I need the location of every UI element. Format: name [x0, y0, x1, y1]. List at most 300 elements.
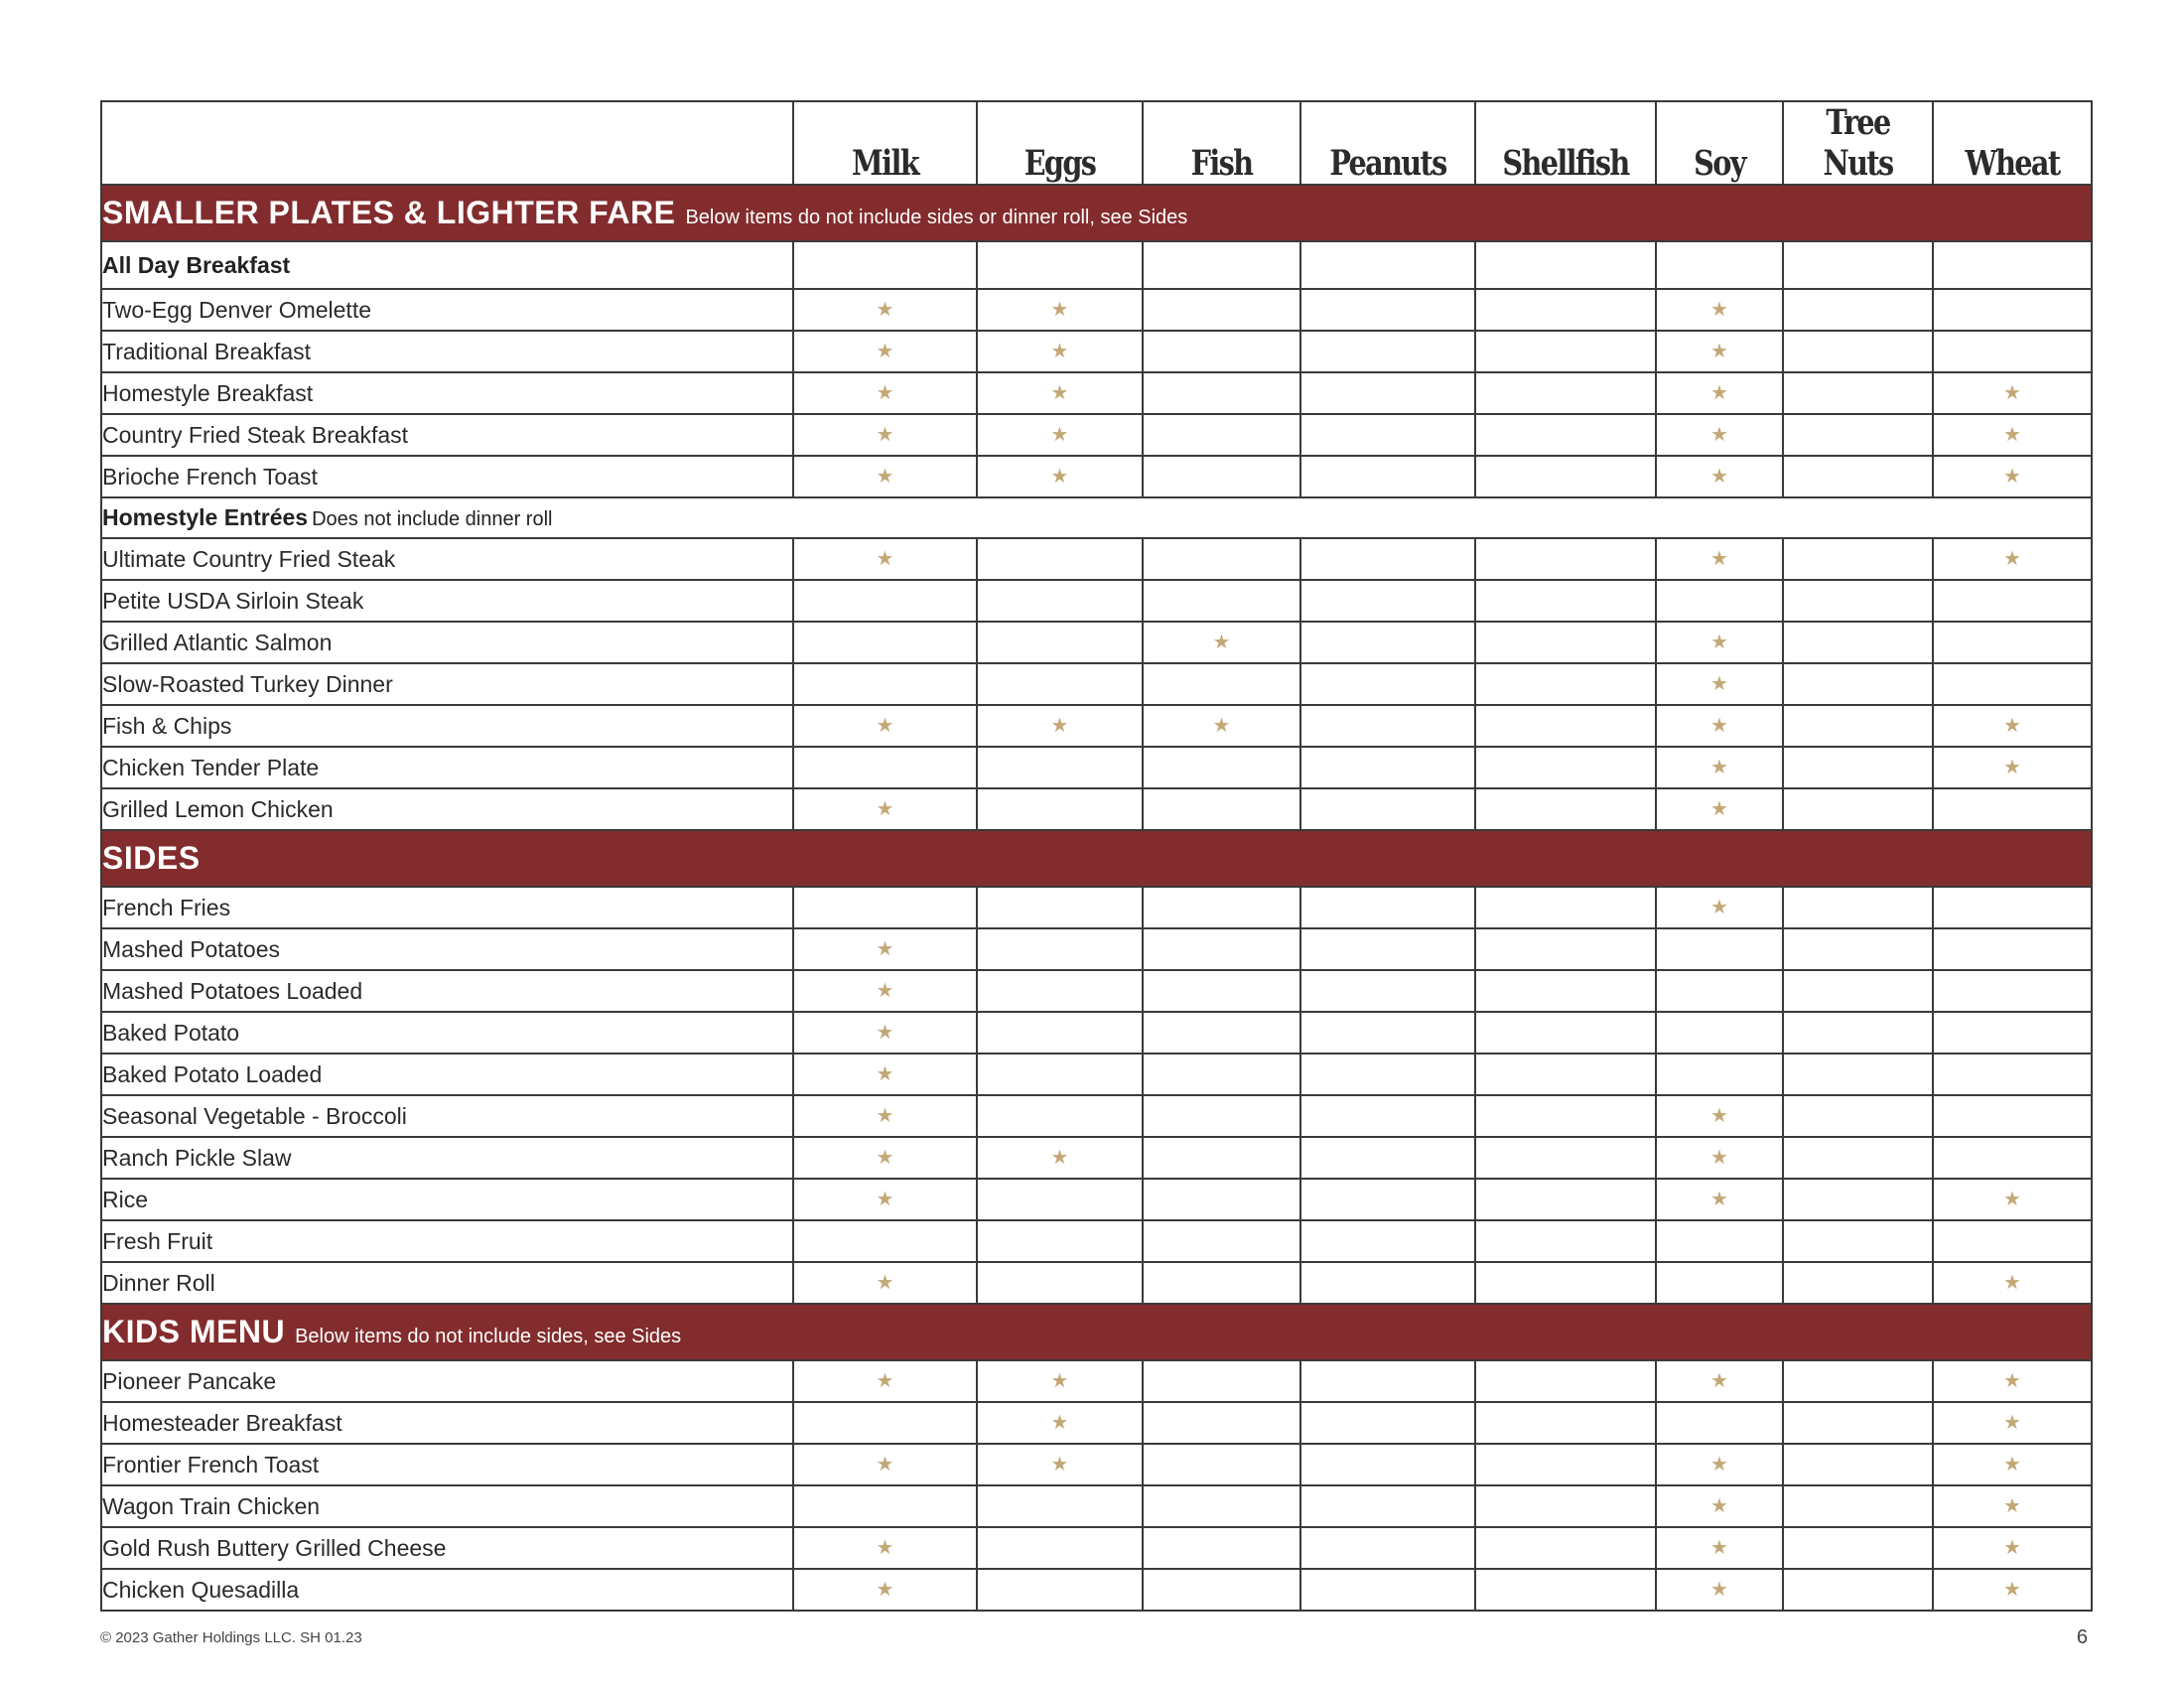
star-icon: ★	[1050, 1453, 1069, 1476]
menu-item-name: Mashed Potatoes Loaded	[101, 970, 793, 1012]
allergen-cell-wheat	[1933, 1262, 2092, 1304]
menu-item-name: Pioneer Pancake	[101, 1360, 793, 1402]
allergen-cell-wheat	[1933, 456, 2092, 497]
allergen-cell-soy	[1656, 372, 1783, 414]
allergen-cell-milk	[793, 1179, 977, 1220]
allergen-cell-soy	[1656, 414, 1783, 456]
allergen-cell-peanuts	[1300, 1527, 1475, 1569]
star-icon: ★	[2003, 381, 2021, 404]
allergen-cell-tree-nuts	[1783, 1137, 1933, 1179]
column-header-soy: Soy	[1668, 101, 1772, 185]
allergen-cell-shellfish	[1475, 705, 1656, 747]
allergen-cell-eggs	[977, 1485, 1143, 1527]
allergen-cell-milk	[793, 928, 977, 970]
allergen-cell-tree-nuts	[1783, 1527, 1933, 1569]
allergen-cell-peanuts	[1300, 1360, 1475, 1402]
allergen-cell-wheat	[1933, 1137, 2092, 1179]
allergen-cell-soy	[1656, 1012, 1783, 1054]
star-icon: ★	[1710, 797, 1728, 820]
menu-item-name: Country Fried Steak Breakfast	[101, 414, 793, 456]
allergen-cell-tree-nuts	[1783, 1220, 1933, 1262]
allergen-cell-soy	[1656, 331, 1783, 372]
allergen-cell-eggs	[977, 928, 1143, 970]
subsection-header-cell	[101, 497, 2092, 538]
star-icon: ★	[1710, 1578, 1728, 1601]
allergen-cell-shellfish	[1475, 580, 1656, 622]
allergen-cell-milk	[793, 1360, 977, 1402]
star-icon: ★	[2003, 1369, 2021, 1392]
allergen-cell-eggs	[977, 372, 1143, 414]
table-row	[101, 372, 2092, 414]
star-icon: ★	[1710, 1369, 1728, 1392]
section-title: SIDES	[102, 840, 201, 876]
table-row	[101, 1095, 2092, 1137]
allergen-cell-wheat	[1933, 580, 2092, 622]
allergen-cell-eggs	[977, 1527, 1143, 1569]
allergen-cell-tree-nuts	[1783, 1012, 1933, 1054]
allergen-cell-fish	[1143, 1095, 1300, 1137]
allergen-cell-shellfish	[1475, 1444, 1656, 1485]
star-icon: ★	[1710, 298, 1728, 321]
allergen-cell-eggs	[977, 1360, 1143, 1402]
allergen-cell-milk	[793, 970, 977, 1012]
allergen-cell-peanuts	[1300, 1569, 1475, 1611]
allergen-cell-milk	[793, 372, 977, 414]
allergen-cell-shellfish	[1475, 1012, 1656, 1054]
allergen-cell	[793, 241, 977, 289]
table-row	[101, 1402, 2092, 1444]
allergen-cell-wheat	[1933, 1179, 2092, 1220]
allergen-cell-tree-nuts	[1783, 289, 1933, 331]
star-icon: ★	[2003, 465, 2021, 488]
allergen-cell-soy	[1656, 1220, 1783, 1262]
allergen-cell	[1300, 241, 1475, 289]
allergen-cell	[1933, 241, 2092, 289]
menu-item-name: Slow-Roasted Turkey Dinner	[101, 663, 793, 705]
menu-item-name: Fresh Fruit	[101, 1220, 793, 1262]
table-body	[101, 185, 2092, 1611]
table-row	[101, 1444, 2092, 1485]
allergen-cell-fish	[1143, 970, 1300, 1012]
star-icon: ★	[876, 1453, 894, 1476]
allergen-cell-tree-nuts	[1783, 1402, 1933, 1444]
allergen-cell-peanuts	[1300, 928, 1475, 970]
allergen-cell-shellfish	[1475, 289, 1656, 331]
allergen-cell-peanuts	[1300, 414, 1475, 456]
star-icon: ★	[2003, 547, 2021, 570]
menu-item-name: French Fries	[101, 887, 793, 928]
allergen-cell-soy	[1656, 747, 1783, 788]
allergen-cell-milk	[793, 622, 977, 663]
allergen-cell-eggs	[977, 456, 1143, 497]
allergen-cell-peanuts	[1300, 580, 1475, 622]
table-row	[101, 1220, 2092, 1262]
allergen-cell-shellfish	[1475, 372, 1656, 414]
allergen-cell-fish	[1143, 747, 1300, 788]
allergen-cell-fish	[1143, 331, 1300, 372]
column-header-milk: Milk	[810, 101, 961, 185]
allergen-cell-eggs	[977, 1137, 1143, 1179]
footer-copyright: © 2023 Gather Holdings LLC. SH 01.23	[100, 1629, 362, 1646]
allergen-cell	[1783, 241, 1933, 289]
allergen-cell-soy	[1656, 788, 1783, 830]
table-row	[101, 1137, 2092, 1179]
star-icon: ★	[2003, 1494, 2021, 1517]
table-row	[101, 580, 2092, 622]
star-icon: ★	[876, 1062, 894, 1085]
allergen-cell-milk	[793, 788, 977, 830]
allergen-cell-milk	[793, 705, 977, 747]
star-icon: ★	[2003, 1453, 2021, 1476]
allergen-cell-eggs	[977, 1569, 1143, 1611]
allergen-cell-soy	[1656, 1485, 1783, 1527]
allergen-cell-shellfish	[1475, 538, 1656, 580]
allergen-cell-shellfish	[1475, 1485, 1656, 1527]
allergen-cell-shellfish	[1475, 1402, 1656, 1444]
star-icon: ★	[876, 797, 894, 820]
star-icon: ★	[1710, 1146, 1728, 1169]
allergen-cell-peanuts	[1300, 887, 1475, 928]
subsection-header-row	[101, 497, 2092, 538]
allergen-cell-peanuts	[1300, 788, 1475, 830]
allergen-cell-soy	[1656, 1569, 1783, 1611]
subsection-title: Homestyle Entrées	[102, 504, 309, 530]
star-icon: ★	[2003, 1411, 2021, 1434]
section-header-row	[101, 830, 2092, 887]
allergen-cell-wheat	[1933, 372, 2092, 414]
allergen-cell-peanuts	[1300, 622, 1475, 663]
column-header-wheat: Wheat	[1947, 101, 2077, 185]
table-row	[101, 705, 2092, 747]
allergen-cell-eggs	[977, 1444, 1143, 1485]
allergen-cell-fish	[1143, 1012, 1300, 1054]
star-icon: ★	[2003, 1188, 2021, 1210]
star-icon: ★	[1050, 465, 1069, 488]
star-icon: ★	[876, 423, 894, 446]
allergen-cell-milk	[793, 1012, 977, 1054]
star-icon: ★	[876, 1578, 894, 1601]
allergen-cell-wheat	[1933, 1485, 2092, 1527]
allergen-cell-fish	[1143, 414, 1300, 456]
allergen-cell-eggs	[977, 580, 1143, 622]
allergen-cell-milk	[793, 1569, 977, 1611]
allergen-cell-eggs	[977, 1012, 1143, 1054]
allergen-cell-eggs	[977, 970, 1143, 1012]
star-icon: ★	[876, 340, 894, 362]
allergen-cell-fish	[1143, 1220, 1300, 1262]
allergen-cell-peanuts	[1300, 1444, 1475, 1485]
allergen-cell-tree-nuts	[1783, 1360, 1933, 1402]
star-icon: ★	[1710, 714, 1728, 737]
allergen-cell-peanuts	[1300, 1012, 1475, 1054]
allergen-cell-eggs	[977, 1402, 1143, 1444]
allergen-cell-peanuts	[1300, 747, 1475, 788]
allergen-cell-milk	[793, 1220, 977, 1262]
allergen-cell-milk	[793, 456, 977, 497]
allergen-cell-soy	[1656, 705, 1783, 747]
allergen-cell-tree-nuts	[1783, 414, 1933, 456]
star-icon: ★	[876, 1021, 894, 1044]
column-header-peanuts: Peanuts	[1316, 101, 1459, 185]
allergen-cell-wheat	[1933, 538, 2092, 580]
star-icon: ★	[1710, 756, 1728, 778]
table-row	[101, 1179, 2092, 1220]
allergen-cell-shellfish	[1475, 747, 1656, 788]
allergen-cell	[1475, 241, 1656, 289]
section-header-cell	[101, 185, 2092, 241]
allergen-cell-peanuts	[1300, 331, 1475, 372]
allergen-cell-shellfish	[1475, 622, 1656, 663]
allergen-cell-tree-nuts	[1783, 1179, 1933, 1220]
allergen-cell-fish	[1143, 1054, 1300, 1095]
allergen-cell-milk	[793, 414, 977, 456]
allergen-cell-soy	[1656, 887, 1783, 928]
table-row	[101, 928, 2092, 970]
table-row	[101, 1360, 2092, 1402]
column-header-shellfish: Shellfish	[1491, 101, 1639, 185]
menu-item-name: Frontier French Toast	[101, 1444, 793, 1485]
allergen-cell-tree-nuts	[1783, 331, 1933, 372]
allergen-cell-wheat	[1933, 1360, 2092, 1402]
table-header-row	[101, 101, 2092, 185]
allergen-cell-milk	[793, 663, 977, 705]
allergen-cell-shellfish	[1475, 1054, 1656, 1095]
allergen-cell-eggs	[977, 622, 1143, 663]
allergen-cell	[1143, 241, 1300, 289]
allergen-cell-tree-nuts	[1783, 1485, 1933, 1527]
allergen-cell-milk	[793, 580, 977, 622]
menu-item-name: Gold Rush Buttery Grilled Cheese	[101, 1527, 793, 1569]
star-icon: ★	[1710, 547, 1728, 570]
allergen-cell-shellfish	[1475, 1179, 1656, 1220]
star-icon: ★	[2003, 1578, 2021, 1601]
star-icon: ★	[876, 1104, 894, 1127]
section-header-cell	[101, 830, 2092, 887]
menu-item-name: Brioche French Toast	[101, 456, 793, 497]
allergen-cell-shellfish	[1475, 1262, 1656, 1304]
allergen-cell-soy	[1656, 456, 1783, 497]
allergen-cell-tree-nuts	[1783, 372, 1933, 414]
allergen-cell-soy	[1656, 1095, 1783, 1137]
allergen-cell-eggs	[977, 788, 1143, 830]
allergen-cell-tree-nuts	[1783, 1262, 1933, 1304]
allergen-cell-peanuts	[1300, 1054, 1475, 1095]
star-icon: ★	[1050, 423, 1069, 446]
star-icon: ★	[1710, 672, 1728, 695]
menu-item-name: Homesteader Breakfast	[101, 1402, 793, 1444]
allergen-cell	[977, 241, 1143, 289]
allergen-cell-shellfish	[1475, 1360, 1656, 1402]
allergen-cell-shellfish	[1475, 887, 1656, 928]
allergen-cell-soy	[1656, 1360, 1783, 1402]
star-icon: ★	[1710, 423, 1728, 446]
allergen-cell-wheat	[1933, 1012, 2092, 1054]
menu-item-name: Chicken Quesadilla	[101, 1569, 793, 1611]
allergen-cell-eggs	[977, 1095, 1143, 1137]
allergen-cell-milk	[793, 1095, 977, 1137]
allergen-cell-fish	[1143, 1485, 1300, 1527]
table-row	[101, 788, 2092, 830]
menu-item-name: Ranch Pickle Slaw	[101, 1137, 793, 1179]
allergen-cell-tree-nuts	[1783, 970, 1933, 1012]
menu-item-name: Homestyle Breakfast	[101, 372, 793, 414]
allergen-cell-fish	[1143, 1262, 1300, 1304]
star-icon: ★	[1212, 631, 1231, 653]
allergen-cell-shellfish	[1475, 1095, 1656, 1137]
subsection-header-cell	[101, 241, 793, 289]
allergen-cell-tree-nuts	[1783, 1095, 1933, 1137]
allergen-table	[100, 100, 2093, 1612]
allergen-cell-wheat	[1933, 1095, 2092, 1137]
allergen-cell-milk	[793, 1444, 977, 1485]
allergen-cell-peanuts	[1300, 538, 1475, 580]
allergen-cell-fish	[1143, 1569, 1300, 1611]
allergen-cell-shellfish	[1475, 414, 1656, 456]
allergen-cell-soy	[1656, 1527, 1783, 1569]
allergen-cell-shellfish	[1475, 456, 1656, 497]
star-icon: ★	[1710, 465, 1728, 488]
allergen-cell-shellfish	[1475, 1137, 1656, 1179]
allergen-cell-peanuts	[1300, 1485, 1475, 1527]
allergen-cell-tree-nuts	[1783, 663, 1933, 705]
star-icon: ★	[1710, 1188, 1728, 1210]
allergen-cell-peanuts	[1300, 1402, 1475, 1444]
allergen-cell-eggs	[977, 538, 1143, 580]
allergen-cell-fish	[1143, 580, 1300, 622]
header-blank-cell	[101, 101, 793, 185]
star-icon: ★	[876, 937, 894, 960]
allergen-cell-shellfish	[1475, 970, 1656, 1012]
menu-item-name: Seasonal Vegetable - Broccoli	[101, 1095, 793, 1137]
table-row	[101, 538, 2092, 580]
star-icon: ★	[1050, 340, 1069, 362]
allergen-cell-fish	[1143, 456, 1300, 497]
allergen-cell-fish	[1143, 1179, 1300, 1220]
allergen-cell-wheat	[1933, 414, 2092, 456]
star-icon: ★	[2003, 1271, 2021, 1294]
section-header-row	[101, 1304, 2092, 1360]
allergen-cell-fish	[1143, 372, 1300, 414]
allergen-cell-wheat	[1933, 1527, 2092, 1569]
allergen-cell-milk	[793, 1527, 977, 1569]
section-title: KIDS MENU	[102, 1314, 286, 1349]
allergen-cell-eggs	[977, 289, 1143, 331]
table-row	[101, 622, 2092, 663]
star-icon: ★	[876, 381, 894, 404]
star-icon: ★	[876, 298, 894, 321]
allergen-cell-milk	[793, 1137, 977, 1179]
allergen-cell-tree-nuts	[1783, 580, 1933, 622]
star-icon: ★	[876, 1271, 894, 1294]
allergen-cell-shellfish	[1475, 663, 1656, 705]
table-row	[101, 289, 2092, 331]
allergen-cell-milk	[793, 1054, 977, 1095]
star-icon: ★	[876, 1369, 894, 1392]
allergen-cell-peanuts	[1300, 705, 1475, 747]
star-icon: ★	[2003, 1536, 2021, 1559]
star-icon: ★	[1710, 1453, 1728, 1476]
allergen-cell-soy	[1656, 928, 1783, 970]
allergen-cell-fish	[1143, 538, 1300, 580]
column-header-fish: Fish	[1157, 101, 1286, 185]
star-icon: ★	[1050, 1369, 1069, 1392]
menu-item-name: Dinner Roll	[101, 1262, 793, 1304]
allergen-cell-milk	[793, 331, 977, 372]
allergen-cell-wheat	[1933, 887, 2092, 928]
table-row	[101, 663, 2092, 705]
allergen-cell-eggs	[977, 331, 1143, 372]
allergen-cell-milk	[793, 289, 977, 331]
allergen-cell-eggs	[977, 1054, 1143, 1095]
allergen-cell-fish	[1143, 705, 1300, 747]
allergen-cell-tree-nuts	[1783, 538, 1933, 580]
menu-item-name: Chicken Tender Plate	[101, 747, 793, 788]
allergen-cell-shellfish	[1475, 1527, 1656, 1569]
allergen-cell-wheat	[1933, 1444, 2092, 1485]
menu-item-name: Two-Egg Denver Omelette	[101, 289, 793, 331]
allergen-cell-eggs	[977, 414, 1143, 456]
allergen-cell-wheat	[1933, 788, 2092, 830]
star-icon: ★	[876, 547, 894, 570]
allergen-cell-wheat	[1933, 970, 2092, 1012]
table-row	[101, 1262, 2092, 1304]
star-icon: ★	[1050, 381, 1069, 404]
allergen-cell-soy	[1656, 1054, 1783, 1095]
allergen-cell-soy	[1656, 1444, 1783, 1485]
section-title: SMALLER PLATES & LIGHTER FARE	[102, 195, 676, 230]
allergen-cell-soy	[1656, 663, 1783, 705]
allergen-cell-eggs	[977, 663, 1143, 705]
allergen-cell	[1656, 241, 1783, 289]
table-row	[101, 1527, 2092, 1569]
page-number: 6	[2076, 1626, 2088, 1648]
allergen-cell-milk	[793, 538, 977, 580]
allergen-cell-soy	[1656, 970, 1783, 1012]
allergen-cell-shellfish	[1475, 788, 1656, 830]
allergen-cell-peanuts	[1300, 1179, 1475, 1220]
allergen-cell-soy	[1656, 580, 1783, 622]
allergen-cell-soy	[1656, 1137, 1783, 1179]
star-icon: ★	[876, 465, 894, 488]
allergen-cell-tree-nuts	[1783, 887, 1933, 928]
allergen-cell-fish	[1143, 788, 1300, 830]
star-icon: ★	[1710, 1104, 1728, 1127]
allergen-cell-wheat	[1933, 1054, 2092, 1095]
allergen-cell-soy	[1656, 538, 1783, 580]
menu-item-name: Grilled Lemon Chicken	[101, 788, 793, 830]
allergen-cell-eggs	[977, 1179, 1143, 1220]
menu-item-name: Traditional Breakfast	[101, 331, 793, 372]
star-icon: ★	[876, 714, 894, 737]
star-icon: ★	[876, 1536, 894, 1559]
menu-item-name: Fish & Chips	[101, 705, 793, 747]
allergen-cell-fish	[1143, 928, 1300, 970]
table-row	[101, 331, 2092, 372]
star-icon: ★	[2003, 756, 2021, 778]
allergen-cell-eggs	[977, 1262, 1143, 1304]
column-header-eggs: Eggs	[992, 101, 1128, 185]
allergen-cell-shellfish	[1475, 1220, 1656, 1262]
table-row	[101, 1569, 2092, 1611]
allergen-cell-tree-nuts	[1783, 1054, 1933, 1095]
allergen-cell-wheat	[1933, 331, 2092, 372]
allergen-cell-peanuts	[1300, 1137, 1475, 1179]
allergen-cell-peanuts	[1300, 1095, 1475, 1137]
star-icon: ★	[2003, 714, 2021, 737]
allergen-cell-eggs	[977, 1220, 1143, 1262]
star-icon: ★	[1710, 381, 1728, 404]
allergen-cell-eggs	[977, 747, 1143, 788]
